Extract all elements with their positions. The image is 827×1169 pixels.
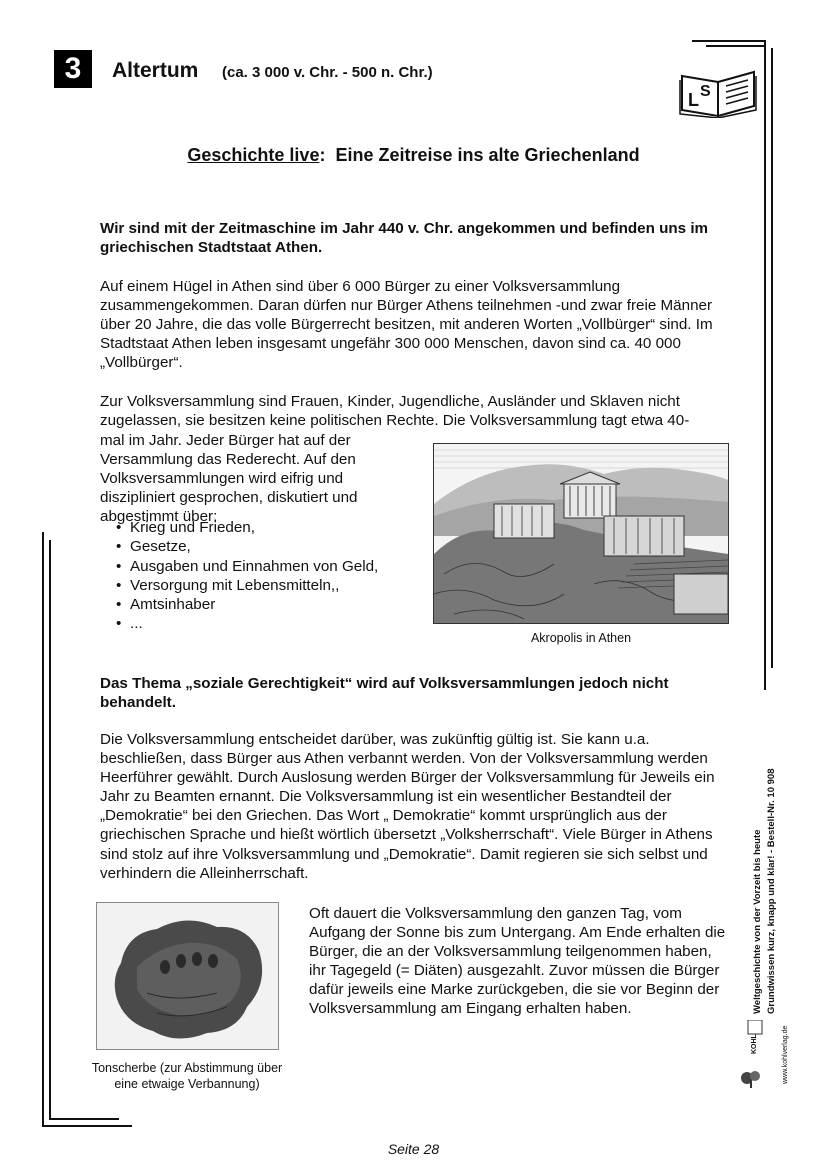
list-item: • Krieg und Frieden, bbox=[100, 518, 378, 537]
frame-line-left bbox=[42, 532, 44, 1127]
book-icon bbox=[678, 66, 760, 118]
frame-line-top bbox=[692, 40, 766, 42]
akropolis-image bbox=[433, 443, 729, 624]
sidebar-line-2: Grundwissen kurz, knapp und klar! - Bestell-Nr. 10 908 bbox=[766, 768, 777, 1014]
paragraph-tagegeld: Oft dauert die Volksversammlung den ganzen Tag, vom Aufgang der Sonne bis zum Untergang. Am Ende erhalten die Bürger, die an der Volksversammlung teilgenommen haben, ihr Tagegeld (= Diäten) ausgezahlt. Zuvor müssen die Bürger dafür jeweils eine Marke zurückgeben, die sie vor Beginn der Volksversammlung am Eingang erhalten haben. bbox=[309, 905, 726, 1018]
tonscherbe-image bbox=[96, 902, 279, 1050]
chapter-number-badge: 3 bbox=[54, 50, 92, 88]
paragraph-zulassung: Zur Volksversammlung sind Frauen, Kinder, Jugendliche, Ausländer und Sklaven nicht zugelassen, sie besitzen keine politischen Rechte. Die Volksversammlung tagt etwa 40- bbox=[100, 393, 690, 430]
icon-letter-s: S bbox=[700, 83, 711, 100]
frame-line-top-inner bbox=[706, 45, 764, 47]
frame-line-bottom bbox=[42, 1125, 132, 1127]
thema-text: Das Thema „soziale Gerechtigkeit“ wird auf Volksversammlungen jedoch nicht behandelt. bbox=[100, 675, 669, 712]
list-item: • Ausgaben und Einnahmen von Geld, bbox=[100, 557, 378, 576]
page-number: Seite 28 bbox=[387, 1141, 440, 1157]
chapter-title: Altertum bbox=[112, 59, 199, 82]
sidebar-rotated-container-2 bbox=[766, 768, 827, 1014]
publisher-logo bbox=[738, 1020, 766, 1090]
frame-line-right bbox=[764, 40, 766, 690]
list-item: • Amtsinhaber bbox=[100, 595, 378, 614]
frame-line-bottom-inner bbox=[49, 1118, 119, 1120]
intro-text: Wir sind mit der Zeitmaschine im Jahr 440 v. Chr. angekommen und befinden uns im griechischen Stadtstaat Athen. bbox=[100, 220, 709, 257]
tonscherbe-caption: Tonscherbe (zur Abstimmung über eine etwaige Verbannung) bbox=[91, 1061, 283, 1091]
frame-line-left-inner bbox=[49, 540, 51, 1118]
icon-letter-l: L bbox=[688, 90, 699, 110]
page-title-colon: : bbox=[319, 145, 326, 165]
paragraph-demokratie: Die Volksversammlung entscheidet darüber, was zukünftig gültig ist. Sie kann u.a. beschließen, dass Bürger aus Athen verbannt werden. Von der Volksversammlung werden Heerführer gewählt. Durch Auslosung werden Bürger der Volksversammlung für Jeweils ein Jahr zu Beamten ernannt. Die Volksversammlung ist ein wesentlicher Bestandteil der „Demokratie“ bei den Griechen. Das Wort „ Demokratie“ kommt ursprünglich aus der griechischen Sprache und hießt wörtlich übersetzt „Volksherrschaft“. Viele Bürger in Athens sind stolz auf ihre Volksversammlung und „Demokratie“. Damit regieren sie sich selbst und verhindern die Alleinherrschaft. bbox=[100, 731, 715, 882]
page-title-rest: Eine Zeitreise ins alte Griechenland bbox=[325, 145, 640, 165]
publisher-name: KOHL bbox=[751, 1034, 758, 1054]
paragraph-rederecht: mal im Jahr. Jeder Bürger hat auf der Versammlung das Rederecht. Auf den Volksversammlungen wird eifrig und diszipliniert gesprochen, diskutiert und abgestimmt über: bbox=[100, 432, 358, 526]
list-item: • Versorgung mit Lebensmitteln,, bbox=[100, 576, 378, 595]
akropolis-caption: Akropolis in Athen bbox=[530, 631, 632, 645]
topic-list bbox=[100, 518, 378, 634]
list-item: • Gesetze, bbox=[100, 537, 378, 556]
sidebar-rotated-container-3 bbox=[781, 1025, 827, 1084]
sidebar-url: www.kohlverlag.de bbox=[782, 1025, 789, 1084]
frame-line-right-inner bbox=[771, 48, 773, 668]
list-item: • ... bbox=[100, 614, 378, 633]
paragraph-volksversammlung: Auf einem Hügel in Athen sind über 6 000 Bürger zu einer Volksversammlung zusammengekommen. Daran dürfen nur Bürger Athens teilnehmen -und zwar freie Männer über 20 Jahre, die das volle Bürgerrecht besitzen, mit anderen Worten „Vollbürger“ sind. Im Stadtstaat Athen leben insgesamt ungefähr 300 000 Menschen, davon sind ca. 40 000 „Vollbürger“. bbox=[100, 278, 713, 372]
chapter-dates: (ca. 3 000 v. Chr. - 500 n. Chr.) bbox=[222, 64, 433, 81]
sidebar-line-1: Weltgeschichte von der Vorzeit bis heute bbox=[752, 829, 763, 1014]
page-title-prefix: Geschichte live bbox=[187, 145, 320, 165]
page-title bbox=[0, 145, 827, 166]
